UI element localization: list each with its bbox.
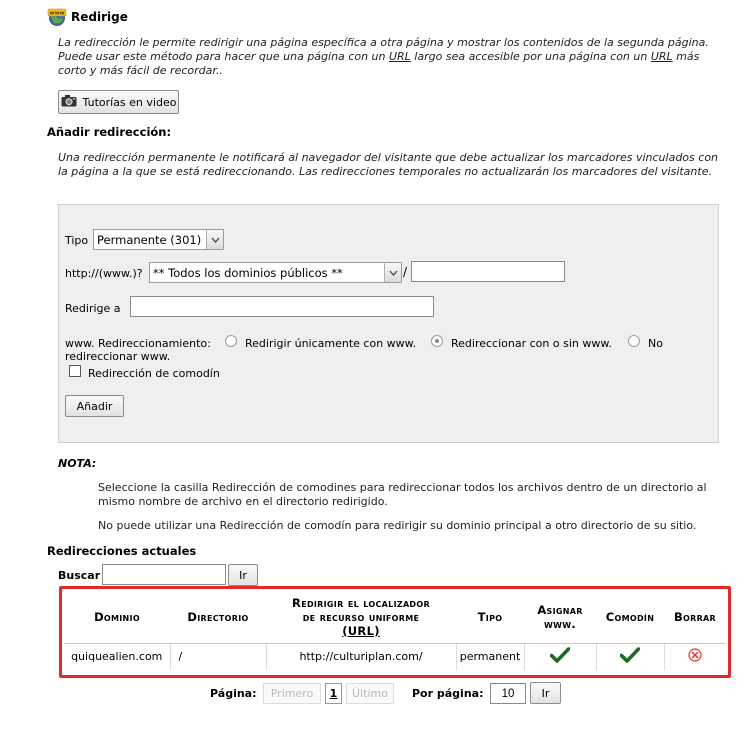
- table-row: [64, 643, 726, 670]
- intro-text-part: más corto y más fácil de recordar..: [58, 50, 700, 77]
- column-header-assign-www[interactable]: [524, 591, 596, 643]
- wildcard-label: Redirección de comodín: [88, 367, 220, 380]
- cell-assign-www: [524, 643, 596, 670]
- delete-icon[interactable]: [688, 652, 702, 665]
- www-option-label: Redireccionar con o sin www.: [451, 337, 612, 350]
- note-heading: NOTA:: [58, 457, 97, 470]
- path-separator: /: [403, 265, 408, 279]
- type-select-value: Permanente (301): [97, 232, 202, 247]
- last-page-button[interactable]: Último: [346, 683, 394, 704]
- column-header-redirect-url[interactable]: [266, 591, 456, 643]
- search-go-button[interactable]: Ir: [228, 564, 258, 586]
- per-page-label: Por página:: [412, 687, 484, 700]
- current-page-number: 1: [329, 687, 338, 700]
- redirect-header-line: Redirigir el localizador: [292, 595, 430, 610]
- url-term: URL: [650, 50, 673, 63]
- current-page-indicator[interactable]: [325, 683, 342, 704]
- cell-domain: quiquealien.com: [64, 643, 170, 670]
- domain-select-value: ** Todos los dominios públicos **: [153, 265, 343, 280]
- add-redirect-heading: Añadir redirección:: [47, 125, 172, 139]
- first-page-button[interactable]: Primero: [263, 683, 321, 704]
- column-header-type[interactable]: Tipo: [456, 591, 524, 643]
- cell-type: permanent: [456, 643, 524, 670]
- redirect-header-line: (URL): [342, 623, 380, 638]
- url-term: URL: [388, 50, 411, 63]
- add-button[interactable]: Añadir: [65, 395, 124, 417]
- search-label: Buscar: [58, 569, 101, 582]
- www-header-line: www.: [543, 616, 577, 631]
- video-tutorials-label: Tutorías en video: [82, 95, 177, 109]
- camera-icon: [61, 94, 77, 110]
- cell-wildcard: [596, 643, 664, 670]
- cell-redirect-url: http://culturiplan.com/: [266, 643, 456, 670]
- redirects-table: [64, 591, 726, 670]
- redirect-to-label: Redirige a: [65, 302, 121, 315]
- page-header: [47, 7, 128, 27]
- chevron-down-icon: [384, 263, 401, 282]
- intro-text: [58, 36, 728, 78]
- wildcard-checkbox[interactable]: [69, 365, 81, 377]
- video-tutorials-button[interactable]: [58, 90, 179, 114]
- column-header-directory[interactable]: Directorio: [170, 591, 266, 643]
- www-option-label: No: [648, 337, 663, 350]
- cell-delete: [664, 643, 726, 670]
- www-header-line: Asignar: [537, 602, 583, 617]
- column-header-delete: Borrar: [664, 591, 726, 643]
- www-optional-radio[interactable]: [431, 335, 443, 347]
- type-label: Tipo: [65, 234, 89, 247]
- search-input[interactable]: [102, 564, 226, 585]
- redirect-description: Una redirección permanente le notificará al navegador del visitante que debe actualizar los marcadores vinculados con la página a la que se está redireccionando. Las redirecciones temporales no actualizarán los marcadores del visitante.: [58, 151, 719, 178]
- intro-text-part: La redirección le permite redirigir una página específica a otra página y mostrar los contenidos de la segunda página. Puede usar este método para hacer que una página con un: [58, 36, 709, 63]
- table-header-row: [64, 591, 726, 643]
- per-page-go-button[interactable]: Ir: [530, 682, 561, 704]
- checkmark-icon: [550, 653, 570, 666]
- column-header-domain[interactable]: Dominio: [64, 591, 170, 643]
- note-paragraph-1: Seleccione la casilla Redirección de comodines para redireccionar todos los archivos dentro de un directorio al mismo nombre de archivo en el directorio redirigido.: [98, 481, 707, 508]
- www-globe-icon: [47, 8, 67, 26]
- chevron-down-icon: [206, 230, 223, 249]
- current-redirects-heading: Redirecciones actuales: [47, 544, 197, 558]
- per-page-input[interactable]: [490, 683, 526, 704]
- column-header-wildcard[interactable]: Comodín: [596, 591, 664, 643]
- page-label: Página:: [210, 687, 257, 700]
- page-title: Redirige: [71, 10, 128, 24]
- www-icon-label: www: [49, 10, 65, 17]
- intro-text-part: largo sea accesible por una página con un: [410, 50, 651, 63]
- domain-select[interactable]: [149, 262, 402, 283]
- www-only-radio[interactable]: [225, 335, 237, 347]
- domain-prefix-label: http://(www.)?: [65, 267, 143, 280]
- www-option-label: Redirigir únicamente con www.: [245, 337, 417, 350]
- www-option-label-continued: redireccionar www.: [65, 350, 171, 363]
- cell-directory: /: [170, 643, 266, 670]
- www-redirect-label: www. Redireccionamiento:: [65, 337, 211, 350]
- redirect-header-line: de recurso uniforme: [302, 609, 420, 624]
- checkmark-icon: [620, 653, 640, 666]
- add-redirect-form: [58, 204, 719, 443]
- type-select[interactable]: [93, 229, 224, 250]
- no-www-radio[interactable]: [628, 335, 640, 347]
- note-paragraph-2: No puede utilizar una Redirección de comodín para redirigir su dominio principal a otro directorio de su sitio.: [98, 519, 697, 532]
- path-input[interactable]: [411, 261, 565, 282]
- redirect-url-input[interactable]: [130, 296, 434, 317]
